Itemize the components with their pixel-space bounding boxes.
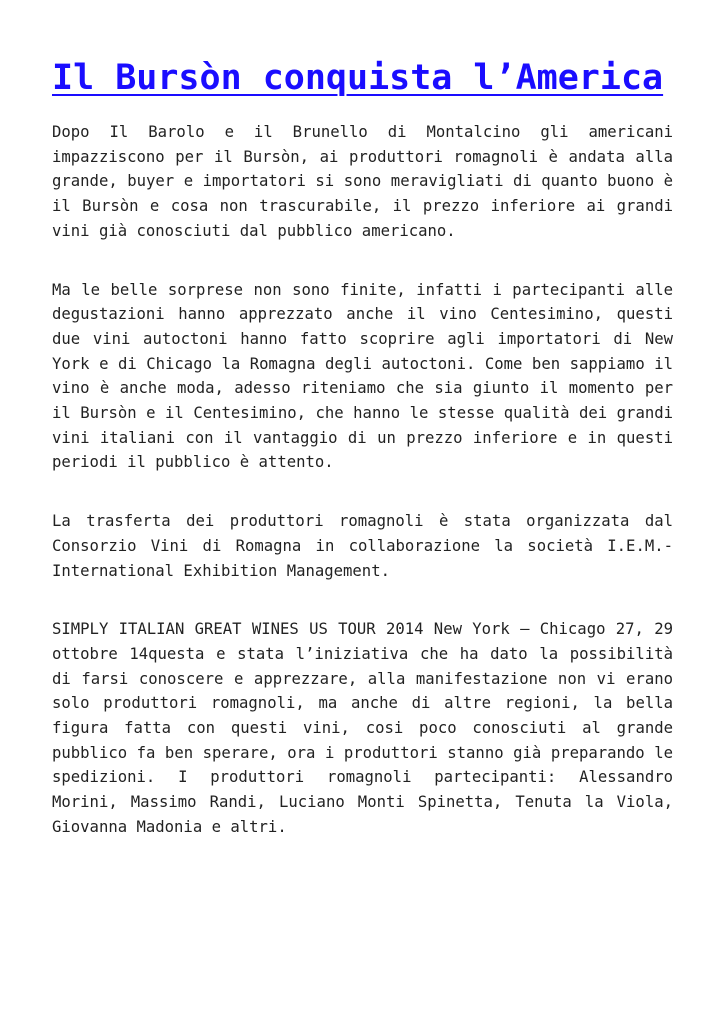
article-paragraph-3: La trasferta dei produttori romagnoli è stata organizzata dal Consorzio Vini di Romagna in collaborazione la società I.E.M.- International Exhibition Management. [52, 512, 673, 580]
article-paragraph-2: Ma le belle sorprese non sono finite, infatti i partecipanti alle degustazioni hanno apprezzato anche il vino Centesimino, questi due vini autoctoni hanno fatto scoprire agli importatori di New York e di Chicago la Romagna degli autoctoni. Come ben sappiamo il vino è anche moda, adesso riteniamo che sia giunto il momento per il Bursòn e il Centesimino, che hanno le stesse qualità dei grandi vini italiani con il vantaggio di un prezzo inferiore e in questi periodi il pubblico è attento. [52, 280, 673, 472]
article-paragraph-4: SIMPLY ITALIAN GREAT WINES US TOUR 2014 New York – Chicago 27, 29 ottobre 14questa e stata l’iniziativa che ha dato la possibilità di farsi conoscere e apprezzare, alla manifestazione non vi erano solo produttori romagnoli, ma anche di altre regioni, la bella figura fatta con questi vini, cosi poco conosciuti al grande pubblico fa ben sperare, ora i produttori stanno già preparando le spedizioni. I produttori romagnoli partecipanti: Alessandro Morini, Massimo Randi, Luciano Monti Spinetta, Tenuta la Viola, Giovanna Madonia e altri. [52, 620, 673, 836]
article-paragraph-1: Dopo Il Barolo e il Brunello di Montalcino gli americani impazziscono per il Bursòn, ai produttori romagnoli è andata alla grande, buyer e importatori si sono meravigliati di quanto buono è il Bursòn e cosa non trascurabile, il prezzo inferiore ai grandi vini già conosciuti dal pubblico americano. [52, 123, 673, 240]
article-title-link[interactable]: Il Bursòn conquista l’America [52, 58, 664, 98]
article [52, 52, 673, 874]
